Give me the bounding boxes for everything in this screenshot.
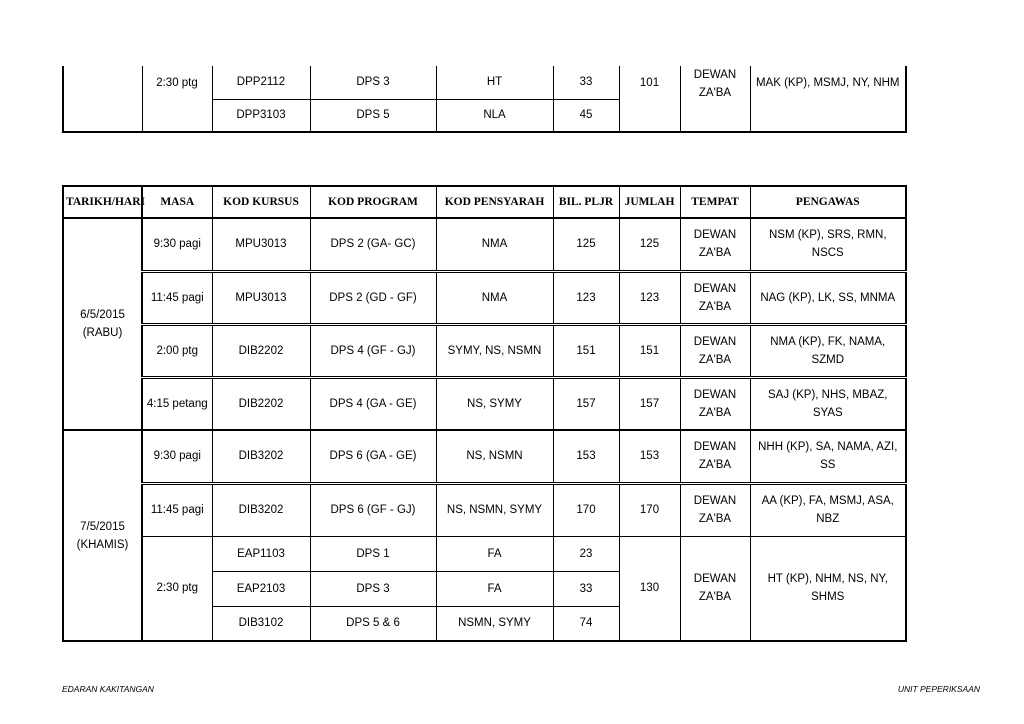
invigilator-cell: NHH (KP), SA, NAMA, AZI, SS xyxy=(750,430,906,483)
day-text: (RABU) xyxy=(82,327,123,339)
student-count-cell: 123 xyxy=(553,271,619,324)
table-row xyxy=(63,218,906,271)
table-row xyxy=(63,271,906,324)
invigilator-cell: NAG (KP), LK, SS, MNMA xyxy=(750,271,906,324)
total-cell: 153 xyxy=(619,430,680,483)
program-code-cell: DPS 4 (GA - GE) xyxy=(310,377,436,430)
course-code-cell: EAP2103 xyxy=(212,571,310,606)
exam-schedule-table xyxy=(62,185,907,642)
lecturer-code-cell: FA xyxy=(436,536,553,571)
time-cell: 11:45 pagi xyxy=(142,483,212,536)
student-count-cell: 74 xyxy=(553,606,619,641)
course-code-cell: DIB3202 xyxy=(212,483,310,536)
header-total: JUMLAH xyxy=(619,186,680,218)
invigilator-cell: HT (KP), NHM, NS, NY, SHMS xyxy=(750,536,906,641)
venue-cell: DEWAN ZA'BA xyxy=(680,66,750,132)
header-invigilator: PENGAWAS xyxy=(750,186,906,218)
time-cell: 11:45 pagi xyxy=(142,271,212,324)
header-course-code: KOD KURSUS xyxy=(212,186,310,218)
table-row xyxy=(63,324,906,377)
program-code-cell: DPS 2 (GA- GC) xyxy=(310,218,436,271)
invigilator-cell: AA (KP), FA, MSMJ, ASA, NBZ xyxy=(750,483,906,536)
student-count-cell: 33 xyxy=(553,571,619,606)
total-cell: 125 xyxy=(619,218,680,271)
lecturer-code-cell: NSMN, SYMY xyxy=(436,606,553,641)
invigilator-cell: NMA (KP), FK, NAMA, SZMD xyxy=(750,324,906,377)
student-count-cell: 170 xyxy=(553,483,619,536)
course-code-cell: DIB3102 xyxy=(212,606,310,641)
day-text: (KHAMIS) xyxy=(76,538,129,551)
time-cell: 9:30 pagi xyxy=(142,430,212,483)
lecturer-code-cell: NS, SYMY xyxy=(436,377,553,430)
program-code-cell: DPS 2 (GD - GF) xyxy=(310,271,436,324)
total-cell: 151 xyxy=(619,324,680,377)
lecturer-code-cell: NLA xyxy=(436,99,553,132)
student-count-cell: 33 xyxy=(553,66,619,99)
lecturer-code-cell: NS, NSMN, SYMY xyxy=(436,483,553,536)
time-cell: 4:15 petang xyxy=(142,377,212,430)
program-code-cell: DPS 6 (GF - GJ) xyxy=(310,483,436,536)
header-time: MASA xyxy=(142,186,212,218)
date-cell xyxy=(63,66,142,132)
header-venue: TEMPAT xyxy=(680,186,750,218)
invigilator-cell: NSM (KP), SRS, RMN, NSCS xyxy=(750,218,906,271)
student-count-cell: 45 xyxy=(553,99,619,132)
program-code-cell: DPS 3 xyxy=(310,571,436,606)
course-code-cell: DPP3103 xyxy=(212,99,310,132)
total-cell: 123 xyxy=(619,271,680,324)
lecturer-code-cell: NMA xyxy=(436,271,553,324)
student-count-cell: 23 xyxy=(553,536,619,571)
header-program-code: KOD PROGRAM xyxy=(310,186,436,218)
date-cell xyxy=(63,430,142,641)
student-count-cell: 125 xyxy=(553,218,619,271)
course-code-cell: DIB2202 xyxy=(212,324,310,377)
header-row xyxy=(63,186,906,218)
date-cell xyxy=(63,218,142,430)
student-count-cell: 151 xyxy=(553,324,619,377)
program-code-cell: DPS 3 xyxy=(310,66,436,99)
course-code-cell: MPU3013 xyxy=(212,271,310,324)
lecturer-code-cell: HT xyxy=(436,66,553,99)
program-code-cell: DPS 6 (GA - GE) xyxy=(310,430,436,483)
time-cell: 2:00 ptg xyxy=(142,324,212,377)
total-cell: 101 xyxy=(619,66,680,132)
table-row xyxy=(63,483,906,536)
lecturer-code-cell: FA xyxy=(436,571,553,606)
venue-cell: DEWAN ZA'BA xyxy=(680,218,750,271)
venue-cell: DEWAN ZA'BA xyxy=(680,430,750,483)
footer-right: UNIT PEPERIKSAAN xyxy=(897,684,980,694)
time-cell: 2:30 ptg xyxy=(142,66,212,132)
lecturer-code-cell: SYMY, NS, NSMN xyxy=(436,324,553,377)
course-code-cell: DIB3202 xyxy=(212,430,310,483)
venue-cell: DEWAN ZA'BA xyxy=(680,377,750,430)
student-count-cell: 153 xyxy=(553,430,619,483)
venue-cell: DEWAN ZA'BA xyxy=(680,271,750,324)
schedule-table-continued xyxy=(62,66,907,133)
lecturer-code-cell: NMA xyxy=(436,218,553,271)
header-student-count: BIL. PLJR xyxy=(553,186,619,218)
invigilator-cell: MAK (KP), MSMJ, NY, NHM xyxy=(750,66,906,132)
venue-cell: DEWAN ZA'BA xyxy=(680,536,750,641)
venue-cell: DEWAN ZA'BA xyxy=(680,324,750,377)
course-code-cell: DIB2202 xyxy=(212,377,310,430)
total-cell: 157 xyxy=(619,377,680,430)
student-count-cell: 157 xyxy=(553,377,619,430)
header-lecturer-code: KOD PENSYARAH xyxy=(436,186,553,218)
invigilator-cell: SAJ (KP), NHS, MBAZ, SYAS xyxy=(750,377,906,430)
date-text: 7/5/2015 xyxy=(80,520,125,533)
program-code-cell: DPS 4 (GF - GJ) xyxy=(310,324,436,377)
course-code-cell: DPP2112 xyxy=(212,66,310,99)
lecturer-code-cell: NS, NSMN xyxy=(436,430,553,483)
venue-cell: DEWAN ZA'BA xyxy=(680,483,750,536)
program-code-cell: DPS 5 xyxy=(310,99,436,132)
total-cell: 170 xyxy=(619,483,680,536)
program-code-cell: DPS 1 xyxy=(310,536,436,571)
course-code-cell: EAP1103 xyxy=(212,536,310,571)
course-code-cell: MPU3013 xyxy=(212,218,310,271)
table-row xyxy=(63,536,906,571)
header-date: TARIKH/HARI xyxy=(63,186,142,218)
table-row xyxy=(63,377,906,430)
table-row xyxy=(63,430,906,483)
total-cell: 130 xyxy=(619,536,680,641)
time-cell: 2:30 ptg xyxy=(142,536,212,641)
program-code-cell: DPS 5 & 6 xyxy=(310,606,436,641)
time-cell: 9:30 pagi xyxy=(142,218,212,271)
date-text: 6/5/2015 xyxy=(80,309,125,321)
footer-left: EDARAN KAKITANGAN xyxy=(62,684,154,694)
